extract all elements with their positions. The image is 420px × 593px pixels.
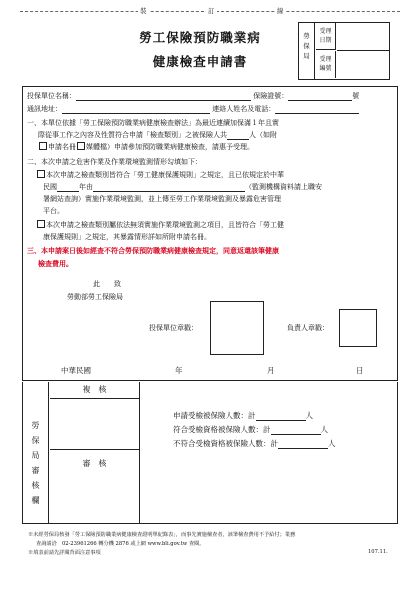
option1-line-b [43,182,322,192]
item3-line-b: 檢查費用。 [38,259,73,268]
title-line-1: 勞工保險預防職業病 [139,30,261,45]
unit-label: 投保單位名稱： [27,92,76,100]
stat-ineligible-label: 不符合受檢資格被保險人數：計 [173,439,278,448]
option2-line-a [36,220,284,230]
stat-eligible-unit: 人 [320,425,328,434]
date-month: 月 [267,366,275,375]
option1-line-a [36,170,284,180]
to-line-a: 此 致 [93,280,121,288]
item1-line-c [38,142,254,152]
address-row [27,104,359,114]
binding-label-right: 線 [277,7,284,15]
address-field[interactable] [62,105,210,114]
date-day: 日 [356,366,364,375]
option2-line-b: 康保護規則」之規定，其暴露情形詳如所附申請名冊。 [43,233,211,241]
item1-line-b [38,130,277,140]
option1-line-c: 署網站查詢）實施作業環境監測，並上傳至勞工作業環境監測及暴露危害管理 [43,195,281,203]
media-checkbox[interactable] [77,142,85,150]
person-stamp-box[interactable] [339,309,377,347]
unit-row [27,91,359,101]
stat-eligible-field[interactable] [271,426,321,435]
option2-text-a: 本次申請之檢查類別屬依法無須實施作業環境監測之項目，且皆符合「勞工健 [46,221,284,229]
title-line-2: 健康檢查申請書 [152,54,248,69]
address-label: 通訊地址： [27,105,62,113]
option2-checkbox[interactable] [37,220,45,228]
item1-text-b2: 人（如附 [249,131,277,139]
stat-applied-unit: 人 [305,411,313,420]
receipt-box [298,22,390,80]
date-year: 年 [175,366,183,375]
recheck-label: 複 核 [50,382,139,399]
person-stamp-label: 負責人章戳： [287,324,329,332]
agency-field[interactable] [93,183,245,192]
ins-field[interactable] [288,92,352,101]
form-version: 107.11. [368,549,388,555]
unit-field[interactable] [76,92,251,101]
stat-applied-field[interactable] [256,412,306,421]
stat-ineligible-field[interactable] [278,440,328,449]
roster-label: 申請名冊 [48,143,76,151]
footer-note-1: ※未經勞保局核發「勞工保險預防職業病健康檢查證明單紀錄表」，而事先實施檢查者，該筆檢查費用不予給付；業務 [28,532,296,538]
receipt-side-label: 勞 保 局 [299,23,315,79]
footer-note-3: ※填表前請先詳閱背面注意事項 [28,550,101,556]
binding-label-left: 裝 [140,7,147,15]
item3-line-a: 三、本申請案日後如經查不符合勞保預防職業病健康檢查規定，同意返還該筆健康 [27,246,279,255]
unit-stamp-box[interactable] [210,301,264,355]
audit-box[interactable] [50,450,140,523]
item2-line: 二、本次申請之危害作業及作業環境監測情形勾填如下： [27,158,202,166]
year-field[interactable] [57,183,79,192]
application-form [22,86,398,381]
binding-label-mid: 訂 [208,7,215,15]
binding-line [20,6,400,18]
ins-suffix: 號 [352,92,360,100]
option1-line-d: 平台。 [43,207,64,215]
ins-label: 保險證號： [253,92,289,100]
unit-stamp-label: 投保單位章戳： [149,324,198,332]
stat-eligible-label: 符合受檢資格被保險人數：計 [173,425,271,434]
option1-by: 年由 [79,183,93,191]
stat-ineligible [173,438,336,449]
receipt-number-label: 受理 編號 [316,51,336,78]
roster-checkbox[interactable] [39,142,47,150]
review-side-label: 勞 保 局 審 核 欄 [23,382,49,523]
recheck-box[interactable] [50,382,140,450]
stat-eligible [173,424,328,435]
stat-applied-label: 申請受檢被保險人數：計 [173,411,256,420]
date-era: 中華民國 [61,366,91,375]
contact-label: 連絡人姓名及電話： [212,105,276,113]
count-field[interactable] [227,131,249,140]
audit-label: 審 核 [82,459,107,468]
option1-era: 民國 [43,183,57,191]
option1-text-a: 本次申請之檢查類別皆符合「勞工健康保護規則」之規定，且已依規定於中華 [46,171,284,179]
option1-text-b3: （監測機構資料請上職安 [245,183,322,191]
review-section [22,382,398,524]
receipt-date-label: 受理 日期 [316,23,336,50]
item1-line-a: 一、本單位依據「勞工保險預防職業病健康檢查辦法」為最近連續加保滿１年且實 [27,119,279,127]
stat-ineligible-unit: 人 [328,439,336,448]
footer-note-2: 查詢請洽 02-23961266 轉分機 2876 或上網 www.bli.gov.tw 查閱。 [36,541,205,547]
media-label: 媒體檔）申請參加預防職業病健康檢查，請惠予受理。 [86,143,254,151]
stat-applied [173,410,313,421]
to-line-b: 勞動部勞工保險局 [67,293,123,301]
contact-field[interactable] [275,105,359,114]
option1-checkbox[interactable] [37,170,45,178]
item1-text-b: 際從事工作之內容及性質符合申請「檢查類別」之被保險人共 [38,131,227,139]
